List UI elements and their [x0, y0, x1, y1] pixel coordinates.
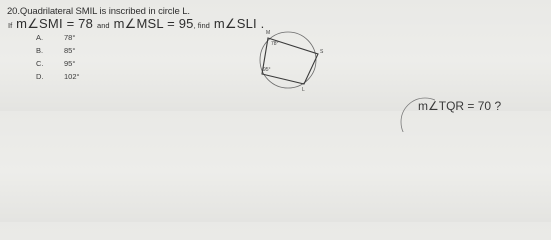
choice-a[interactable]	[36, 33, 75, 42]
choice-letter: D.	[36, 72, 44, 81]
if-label: If	[8, 21, 13, 30]
choice-letter: C.	[36, 59, 44, 68]
choice-value: 95°	[64, 59, 76, 68]
find-target: m∠SLI .	[213, 16, 265, 31]
choice-value: 85°	[64, 46, 76, 55]
choice-value: 78°	[64, 33, 76, 42]
choice-c[interactable]	[36, 59, 75, 68]
worksheet-page	[0, 0, 551, 111]
choice-letter: A.	[36, 33, 44, 42]
given-angle-smi: m∠SMI = 78	[16, 16, 94, 31]
choice-letter: B.	[36, 46, 44, 55]
inscribed-quadrilateral-figure	[248, 26, 328, 92]
vertex-label-m: M	[266, 30, 271, 36]
next-question-fragment: m∠TQR = 70 ?	[418, 99, 502, 113]
angle-label-95: 95°	[263, 67, 271, 73]
choice-d[interactable]	[36, 72, 80, 81]
given-angle-msl: m∠MSL = 95	[113, 16, 194, 31]
vertex-label-s: S	[320, 49, 324, 55]
question-stem: 20.Quadrilateral SMIL is inscribed in circle L.	[7, 6, 190, 17]
angle-label-78: 78°	[271, 41, 279, 47]
and-label: and	[97, 21, 110, 30]
vertex-label-l: L	[302, 87, 305, 92]
choice-b[interactable]	[36, 46, 75, 55]
choice-value: 102°	[64, 72, 80, 81]
question-givens	[8, 16, 264, 32]
circle	[260, 32, 316, 88]
find-label: , find	[193, 21, 210, 30]
